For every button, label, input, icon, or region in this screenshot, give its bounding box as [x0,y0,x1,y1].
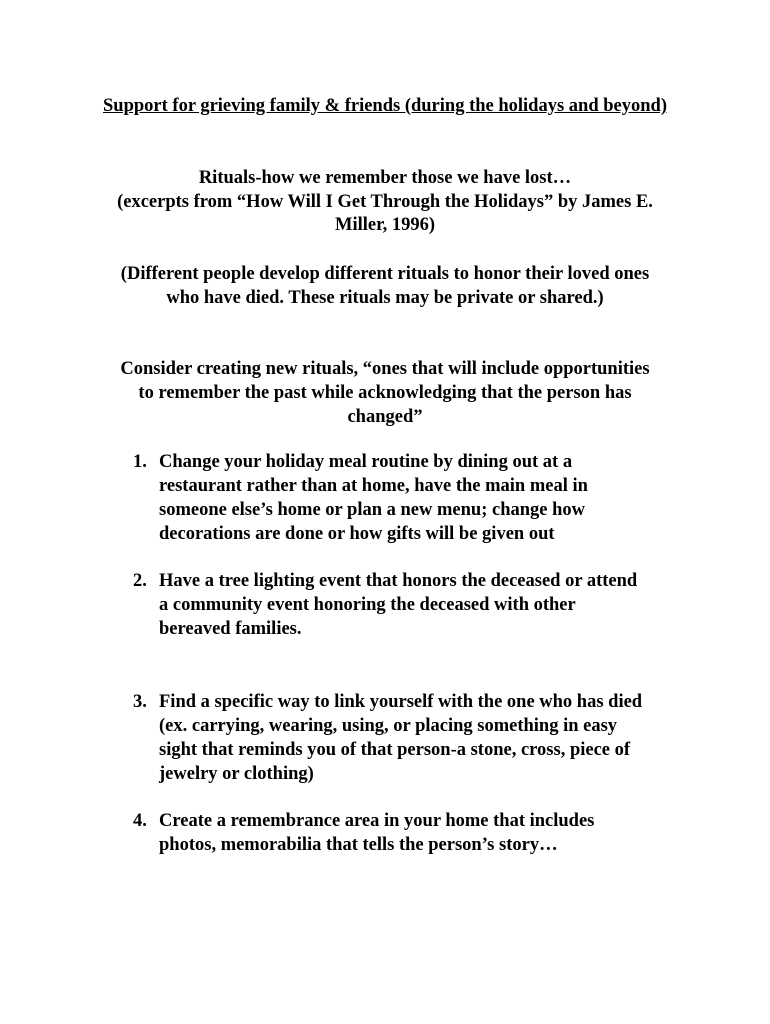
list-item [133,809,653,857]
list-item-number: 2. [133,571,147,591]
list-item-number: 3. [133,692,147,712]
intro-paragraph: (Different people develop different rituals to honor their loved ones who have died. These rituals may be private or shared.) [120,264,650,308]
consider-paragraph: Consider creating new rituals, “ones that will include opportunities to remember the past while acknowledging that the person has changed” [120,359,650,427]
list-item [133,450,653,546]
subtitle-source: (excerpts from “How Will I Get Through the Holidays” by James E. Miller, 1996) [117,191,653,235]
subtitle-heading: Rituals-how we remember those we have lost… [198,168,572,188]
list-item-number: 1. [133,452,147,472]
list-item [133,569,653,641]
list-item-number: 4. [133,811,147,831]
list-item-text: Have a tree lighting event that honors the deceased or attend a community event honoring the deceased with other bereaved families. [159,571,638,639]
list-item-text: Change your holiday meal routine by dining out at a restaurant rather than at home, have the main meal in someone else’s home or plan a new menu; change how decorations are done or how gifts will be given out [159,452,588,544]
document-title: Support for grieving family & friends (during the holidays and beyond) [103,96,667,116]
subtitle-block [115,167,655,238]
list-item-text: Find a specific way to link yourself with the one who has died (ex. carrying, wearing, using, or placing something in easy sight that reminds you of that person-a stone, cross, piece of jewelry or clothing) [159,692,643,784]
list-item-text: Create a remembrance area in your home that includes photos, memorabilia that tells the person’s story… [159,811,595,855]
list-item [133,690,653,786]
